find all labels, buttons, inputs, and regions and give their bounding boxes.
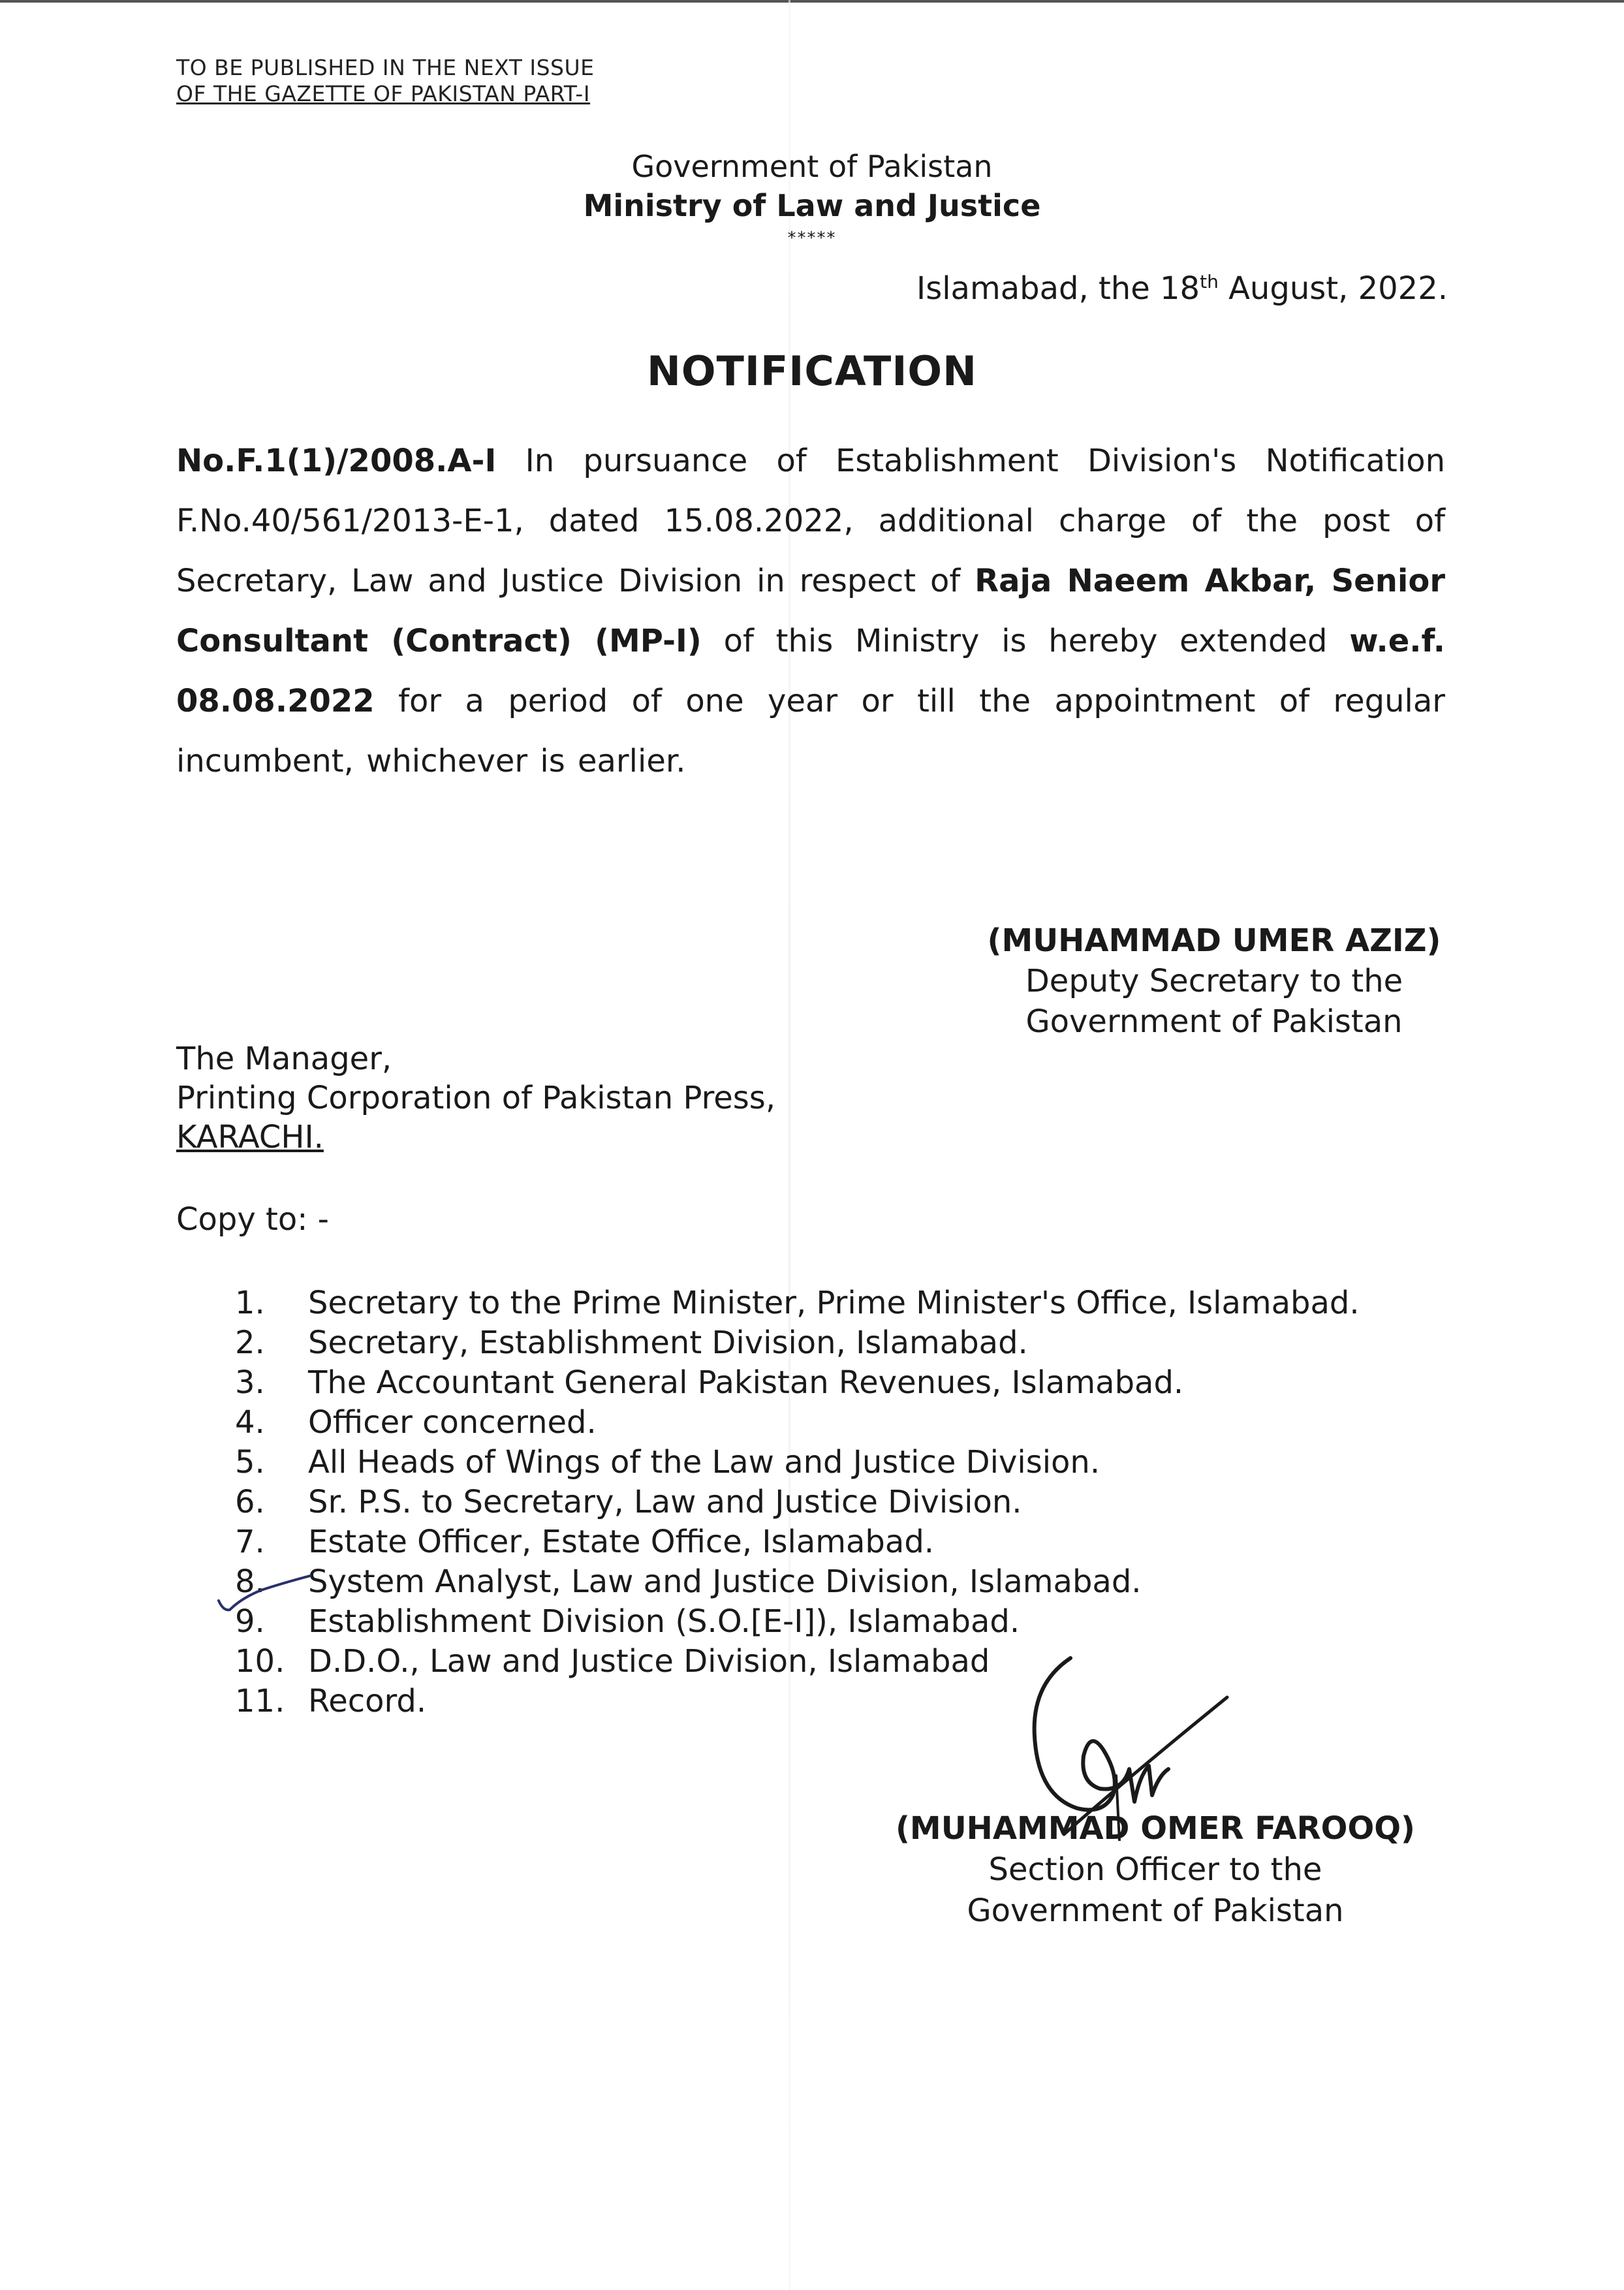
addressee-block (176, 1039, 775, 1157)
gazette-note-line1: TO BE PUBLISHED IN THE NEXT ISSUE (176, 55, 595, 80)
copy-to-item-text: Establishment Division (S.O.[E-I]), Islamabad. (308, 1603, 1020, 1640)
copy-to-item (235, 1562, 1360, 1602)
addressee-city: KARACHI. (176, 1119, 324, 1155)
signatory2-name: (MUHAMMAD OMER FAROOQ) (895, 1810, 1415, 1847)
copy-to-item-text: System Analyst, Law and Justice Division, Islamabad. (308, 1563, 1142, 1600)
copy-to-item (235, 1482, 1360, 1522)
effective-date: w.e.f. 08.08.2022 (176, 623, 1445, 719)
signatory1-name: (MUHAMMAD UMER AZIZ) (987, 922, 1441, 959)
copy-to-item-text: All Heads of Wings of the Law and Justice Division. (308, 1444, 1101, 1481)
notification-body (176, 431, 1445, 791)
date-ordinal-suffix: th (1200, 271, 1219, 292)
body-text-2: of this Ministry is hereby extended (701, 623, 1350, 659)
copy-to-item-number: 4. (235, 1404, 265, 1441)
copy-to-item-text: Estate Officer, Estate Office, Islamabad. (308, 1524, 935, 1560)
addressee-line1: The Manager, (176, 1041, 392, 1077)
date-rest: August, 2022. (1218, 270, 1448, 307)
ministry-heading: Ministry of Law and Justice (583, 188, 1041, 223)
copy-to-item-number: 10. (235, 1643, 285, 1680)
copy-to-item-number: 8. (235, 1563, 265, 1600)
gazette-note-line2: OF THE GAZETTE OF PAKISTAN PART-I (176, 81, 591, 106)
copy-to-item (235, 1602, 1360, 1642)
copy-to-item-number: 7. (235, 1524, 265, 1560)
government-heading: Government of Pakistan (631, 149, 993, 184)
copy-to-item-text: D.D.O., Law and Justice Division, Islamabad (308, 1643, 990, 1680)
copy-to-item-number: 5. (235, 1444, 265, 1481)
copy-to-item (235, 1403, 1360, 1443)
signatory2-designation: Section Officer to the (988, 1851, 1322, 1888)
heading-separator: ***** (787, 228, 837, 248)
addressee-line2: Printing Corporation of Pakistan Press, (176, 1080, 776, 1116)
copy-to-item-text: Sr. P.S. to Secretary, Law and Justice Division. (308, 1484, 1022, 1520)
body-text-1: In pursuance of Establishment Division's Notification F.No.40/561/2013-E-1, dated 15.08.2022, additional charge of the post of Secretary, Law and Justice Division in respect of (176, 443, 1445, 599)
tick-mark-icon (215, 1572, 313, 1618)
signatory1-organisation: Government of Pakistan (1025, 1003, 1403, 1040)
signatory-section-officer (888, 1808, 1423, 1932)
officer-name: Raja Naeem Akbar, Senior Consultant (Contract) (MP-I) (176, 563, 1445, 659)
copy-to-item-number: 3. (235, 1364, 265, 1401)
scan-fold-line (789, 0, 790, 2290)
gazette-publication-note (176, 55, 595, 107)
copy-to-item-text: Secretary, Establishment Division, Islamabad. (308, 1325, 1028, 1361)
signatory2-organisation: Government of Pakistan (967, 1892, 1344, 1929)
copy-to-item (235, 1323, 1360, 1363)
copy-to-item-text: The Accountant General Pakistan Revenues, Islamabad. (308, 1364, 1184, 1401)
copy-to-label: Copy to: - (176, 1201, 329, 1238)
copy-to-item-number: 6. (235, 1484, 265, 1520)
copy-to-item-number: 11. (235, 1683, 285, 1719)
date-prefix: Islamabad, the 18 (916, 270, 1200, 307)
copy-to-item-text: Record. (308, 1683, 427, 1719)
copy-to-item (235, 1443, 1360, 1482)
signatory-deputy-secretary (986, 920, 1443, 1042)
signatory1-designation: Deputy Secretary to the (1025, 963, 1403, 999)
copy-to-item (235, 1363, 1360, 1403)
copy-to-item-text: Officer concerned. (308, 1404, 597, 1441)
file-number: No.F.1(1)/2008.A-I (176, 443, 497, 479)
issue-date (916, 270, 1448, 307)
page-top-edge (0, 0, 1624, 3)
copy-to-item-number: 2. (235, 1325, 265, 1361)
copy-to-item-number: 1. (235, 1285, 265, 1321)
notification-title: NOTIFICATION (646, 347, 977, 395)
body-text-3: for a period of one year or till the appointment of regular incumbent, whichever is earlier. (176, 683, 1445, 779)
copy-to-item (235, 1283, 1360, 1323)
copy-to-item-text: Secretary to the Prime Minister, Prime Minister's Office, Islamabad. (308, 1285, 1360, 1321)
copy-to-item (235, 1522, 1360, 1562)
copy-to-item-number: 9. (235, 1603, 265, 1640)
